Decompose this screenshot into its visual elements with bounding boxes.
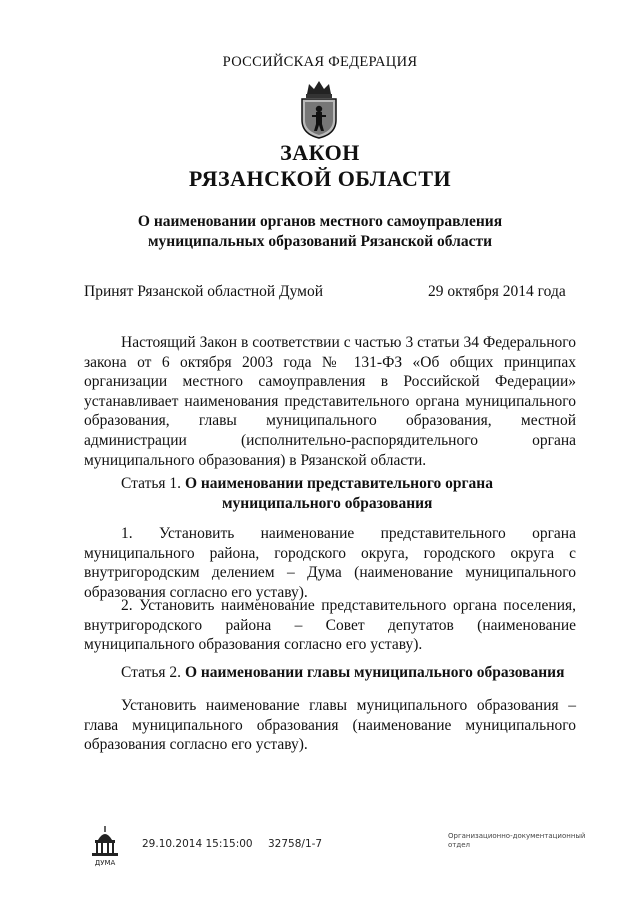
country-name: РОССИЙСКАЯ ФЕДЕРАЦИЯ xyxy=(222,54,418,70)
footer-department: Организационно-документационный отдел xyxy=(448,832,586,849)
article1-title-line2: муниципального образования xyxy=(222,495,433,512)
law-title-line2: РЯЗАНСКОЙ ОБЛАСТИ xyxy=(188,166,452,191)
article1-item2: 2. Установить наименование представительного органа поселения, внутригородского района – Совет депутатов (наименование муниципального образования согласно его уставу). xyxy=(84,597,576,654)
adopted-by: Принят Рязанской областной Думой xyxy=(84,283,324,300)
article2-label: Статья 2. xyxy=(121,664,182,681)
article1-label: Статья 1. xyxy=(121,475,182,492)
footer-datetime: 29.10.2014 15:15:00 xyxy=(142,838,253,850)
preamble-paragraph: Настоящий Закон в соответствии с частью 3 статьи 34 Федерального закона от 6 октября 2003 года № 131-ФЗ «Об общих принципах организации местного самоуправления в Российской Федерации» устанавливает наименования представительного органа муниципального образования, главы муниципального образования, местной администрации (исполнительно-распорядительного органа муниципального образования) в Рязанской области. xyxy=(84,334,576,469)
article2-title: О наименовании главы муниципального образования xyxy=(184,664,565,681)
law-title-line1: ЗАКОН xyxy=(280,140,360,165)
adoption-date: 29 октября 2014 года xyxy=(428,283,566,300)
svg-text:ДУМА: ДУМА xyxy=(94,859,116,867)
article1-heading xyxy=(84,474,576,514)
article2-heading xyxy=(84,663,576,683)
law-subject-line2: муниципальных образований Рязанской области xyxy=(147,233,493,250)
footer-doc-number: 32758/1-7 xyxy=(268,838,323,850)
duma-building-icon xyxy=(88,824,122,868)
coat-of-arms-icon xyxy=(293,78,345,140)
article1-title-line1: О наименовании представительного органа xyxy=(184,475,493,492)
article1-item1: 1. Установить наименование представительного органа муниципального района, городского округа, городского округа с внутригородским делением – Дума (наименование муниципального образования согласно его уставу). xyxy=(84,525,576,601)
law-subject xyxy=(0,212,640,252)
article2-paragraph: Установить наименование главы муниципального образования – глава муниципального образования (наименование муниципального образования согласно его уставу). xyxy=(84,697,576,754)
law-title xyxy=(0,140,640,192)
law-subject-line1: О наименовании органов местного самоуправления xyxy=(137,213,503,230)
